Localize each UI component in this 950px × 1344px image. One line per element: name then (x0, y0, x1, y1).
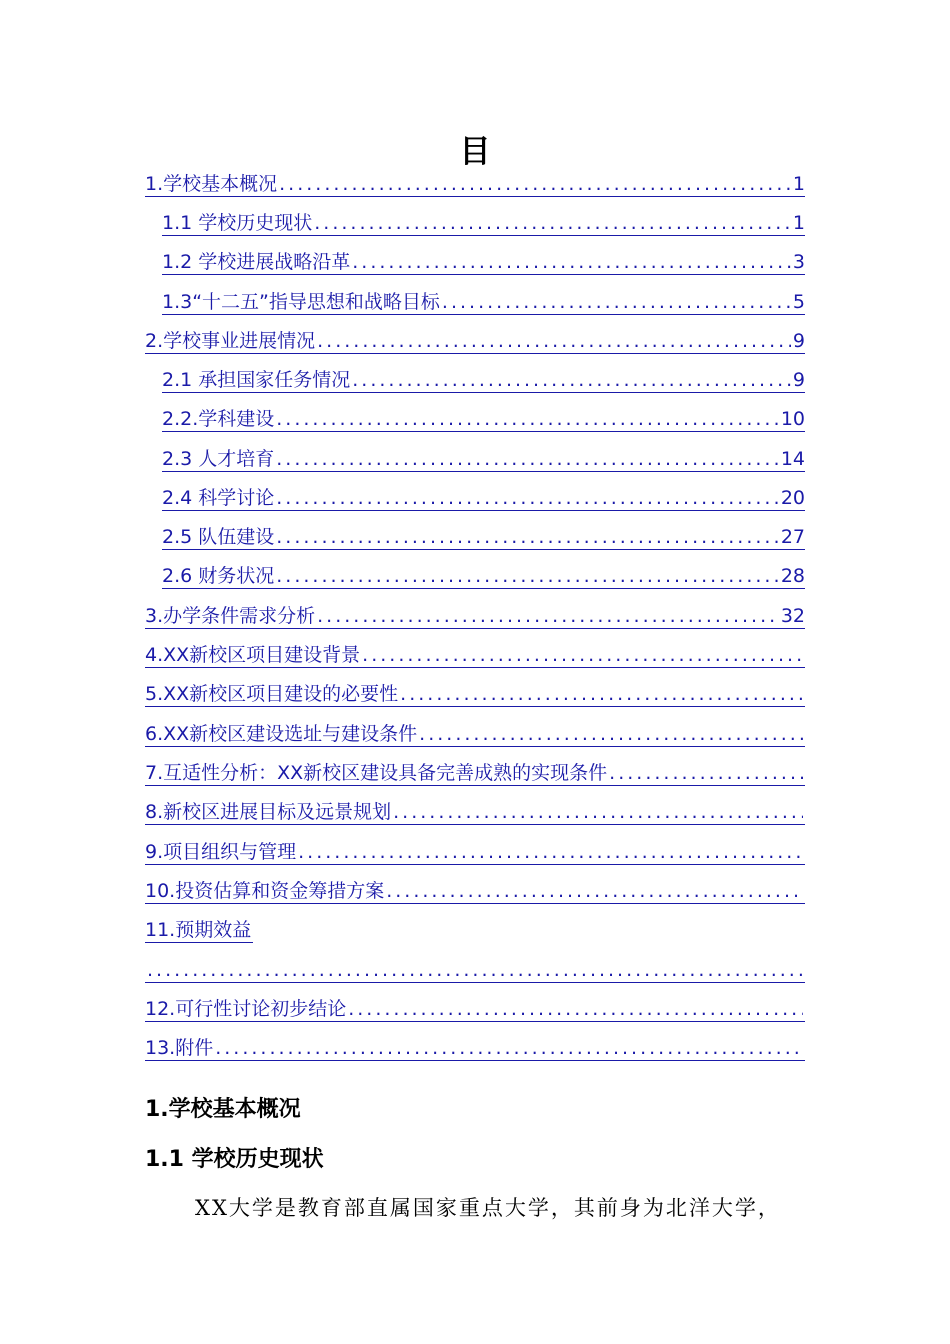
toc-link[interactable] (162, 205, 805, 236)
toc-label: 2.4 科学讨论 (162, 487, 275, 509)
toc-page-number: 1 (792, 173, 805, 195)
toc-leader (398, 682, 803, 706)
toc-leader (350, 250, 791, 274)
toc-link-continuation[interactable] (145, 952, 805, 983)
toc-link[interactable] (162, 480, 805, 511)
toc-label: 2.2.学科建设 (162, 408, 275, 430)
toc-leader (360, 643, 803, 667)
toc-label: 10.投资估算和资金筹措方案 (145, 880, 385, 902)
toc-link[interactable] (145, 598, 805, 629)
toc-leader (346, 997, 803, 1021)
toc-link[interactable] (145, 912, 253, 943)
toc-link[interactable] (162, 441, 805, 472)
toc-link[interactable] (162, 519, 805, 550)
toc-link[interactable] (145, 716, 805, 747)
toc-label: 12.可行性讨论初步结论 (145, 998, 347, 1020)
toc-label: 1.2 学校进展战略沿革 (162, 251, 351, 273)
toc-link[interactable] (162, 401, 805, 432)
toc-link[interactable] (145, 755, 805, 786)
toc-page-number: 20 (780, 487, 805, 509)
toc-label: 1.3“十二五”指导思想和战略目标 (162, 291, 440, 313)
toc-leader (274, 525, 779, 549)
toc-label: 4.XX新校区项目建设背景 (145, 644, 361, 666)
toc-link[interactable] (162, 284, 805, 315)
toc-leader (391, 800, 803, 824)
toc-page-number: 28 (780, 565, 805, 587)
toc-page-number: 10 (780, 408, 805, 430)
toc-link[interactable] (145, 1030, 805, 1061)
toc-label: 5.XX新校区项目建设的必要性 (145, 683, 399, 705)
toc-link[interactable] (145, 637, 805, 668)
toc-label: 3.办学条件需求分析 (145, 605, 316, 627)
toc-page-number: 1 (792, 212, 805, 234)
toc-label: 7.互适性分析：XX新校区建设具备完善成熟的实现条件 (145, 762, 608, 784)
toc-leader (315, 329, 791, 353)
toc-page-number: 3 (792, 251, 805, 273)
toc-label: 2.3 人才培育 (162, 448, 275, 470)
subsection-heading: 1.1 学校历史现状 (145, 1147, 324, 1172)
toc-leader (607, 761, 803, 785)
toc-leader (274, 407, 779, 431)
toc-label: 2.学校事业进展情况 (145, 330, 316, 352)
toc-leader (274, 486, 779, 510)
toc-leader (213, 1036, 803, 1060)
toc-label: 2.6 财务状况 (162, 565, 275, 587)
toc-label: 8.新校区进展目标及远景规划 (145, 801, 392, 823)
toc-leader (274, 447, 779, 471)
toc-page-number: 27 (780, 526, 805, 548)
toc-label: 1.学校基本概况 (145, 173, 278, 195)
toc-leader (350, 368, 791, 392)
toc-page-number: 14 (780, 448, 805, 470)
toc-label: 11.预期效益 (145, 919, 252, 941)
toc-label: 2.1 承担国家任务情况 (162, 369, 351, 391)
toc-leader (417, 722, 803, 746)
toc-leader (384, 879, 803, 903)
toc-link[interactable] (145, 834, 805, 865)
toc-link[interactable] (145, 323, 805, 354)
toc-page-number: 32 (780, 605, 805, 627)
body-paragraph: XX大学是教育部直属国家重点大学，其前身为北洋大学， (195, 1196, 781, 1220)
toc-link[interactable] (145, 873, 805, 904)
toc-link[interactable] (162, 558, 805, 589)
toc-leader (312, 211, 791, 235)
toc-label: 6.XX新校区建设选址与建设条件 (145, 723, 418, 745)
toc-link[interactable] (162, 362, 805, 393)
toc-link[interactable] (145, 166, 805, 197)
toc-label: 9.项目组织与管理 (145, 841, 297, 863)
toc-link[interactable] (162, 244, 805, 275)
toc-leader (440, 290, 791, 314)
toc-link[interactable] (145, 794, 805, 825)
section-heading: 1.学校基本概况 (145, 1097, 301, 1122)
toc-label: 13.附件 (145, 1037, 214, 1059)
page-title: 目 (459, 134, 491, 170)
toc-leader (277, 172, 791, 196)
toc-leader (145, 958, 803, 982)
toc-link[interactable] (145, 676, 805, 707)
toc-leader (296, 840, 803, 864)
toc-page-number: 9 (792, 330, 805, 352)
toc-label: 1.1 学校历史现状 (162, 212, 313, 234)
toc-leader (274, 564, 779, 588)
toc-leader (315, 604, 779, 628)
toc-page-number: 9 (792, 369, 805, 391)
toc-page-number: 5 (792, 291, 805, 313)
toc-link[interactable] (145, 991, 805, 1022)
toc-label: 2.5 队伍建设 (162, 526, 275, 548)
